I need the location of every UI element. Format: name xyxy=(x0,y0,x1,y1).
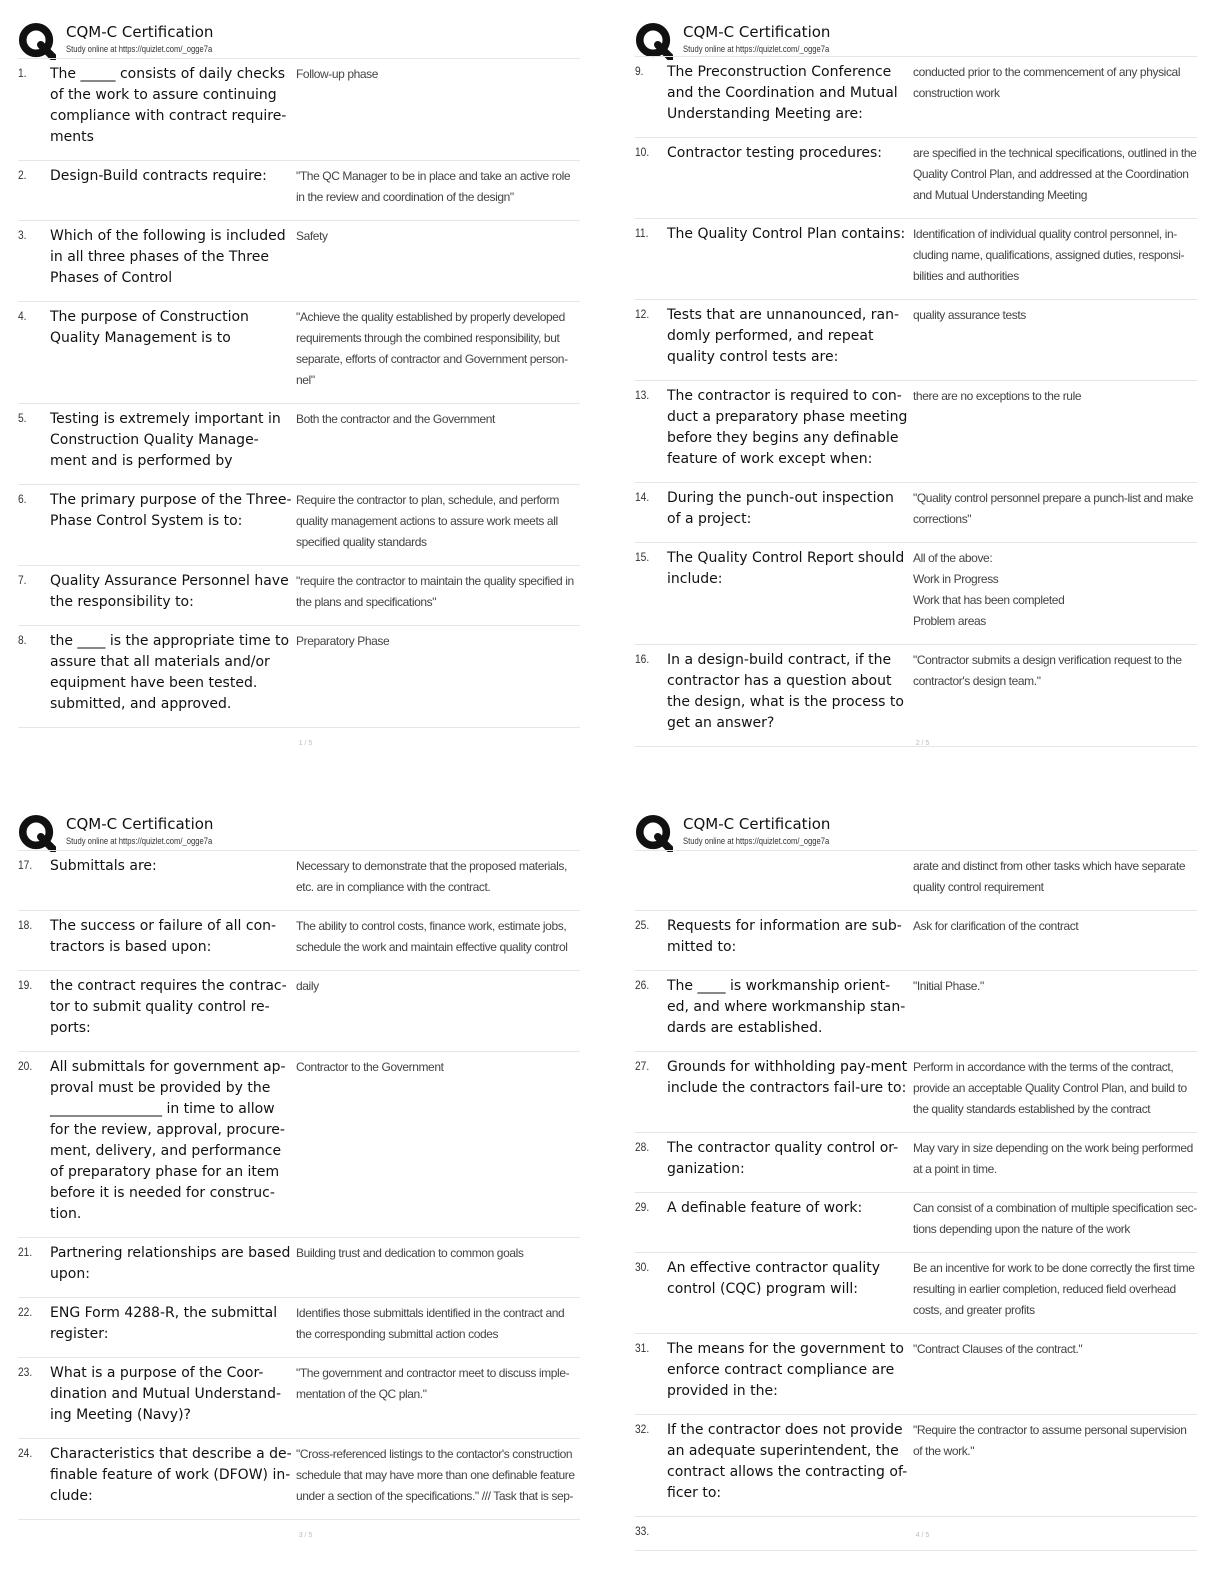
question-number: 1. xyxy=(18,66,27,80)
question-row xyxy=(18,626,580,728)
question-text: The purpose of Construction Quality Management is to xyxy=(50,309,249,346)
answer-text xyxy=(911,650,1197,734)
question-list xyxy=(635,850,1197,1551)
question-number: 17. xyxy=(18,858,33,872)
answer-text xyxy=(294,64,580,148)
header-title: CQM-C Certification xyxy=(66,23,214,41)
question-row xyxy=(18,1298,580,1358)
question-list xyxy=(18,850,580,1520)
answer-line: Identification of individual quality control personnel, in-cluding name, qualifications, assigned duties, responsi-bilities and authorities xyxy=(913,227,1185,283)
question-text: Quality Assurance Personnel have the responsibility to: xyxy=(50,573,289,610)
answer-text xyxy=(911,856,1197,898)
question-number: 25. xyxy=(635,918,650,932)
question-row xyxy=(635,543,1197,645)
header-subtitle: Study online at https://quizlet.com/_ogge7a xyxy=(66,44,213,54)
answer-line: Contractor to the Government xyxy=(296,1060,444,1074)
question-number: 13. xyxy=(635,388,650,402)
answer-line: Preparatory Phase xyxy=(296,634,390,648)
answer-text xyxy=(911,305,1197,368)
answer-text xyxy=(911,386,1197,470)
question-row xyxy=(635,645,1197,747)
answer-text xyxy=(911,1198,1197,1240)
answer-text xyxy=(911,224,1197,287)
question-text: Testing is extremely important in Construction Quality Manage-ment and is performed by xyxy=(50,411,281,469)
question-row xyxy=(635,381,1197,483)
question-text: The primary purpose of the Three-Phase Control System is to: xyxy=(50,492,292,529)
question-number: 22. xyxy=(18,1305,33,1319)
answer-line: "Achieve the quality established by properly developed requirements through the combined responsibility, but separate, efforts of contractor and Government person-nel" xyxy=(296,310,568,387)
answer-line: Perform in accordance with the terms of the contract, provide an acceptable Quality Control Plan, and build to the quality standards established by the contract xyxy=(913,1060,1187,1116)
answer-line: "Cross-referenced listings to the contactor's construction schedule that may have more than one definable feature under a section of the specifications." /// Task that is sep- xyxy=(296,1447,575,1503)
question-number: 14. xyxy=(635,490,650,504)
question-row xyxy=(18,1358,580,1439)
page-3 xyxy=(18,792,593,1562)
question-number: 15. xyxy=(635,550,650,564)
question-number: 23. xyxy=(18,1365,33,1379)
question-number: 24. xyxy=(18,1446,33,1460)
page-number: 4 / 5 xyxy=(915,1532,930,1539)
answer-text xyxy=(911,1138,1197,1180)
answer-text xyxy=(294,166,580,208)
answer-line: May vary in size depending on the work being performed at a point in time. xyxy=(913,1141,1193,1176)
answer-text xyxy=(294,856,580,898)
page-number: 1 / 5 xyxy=(298,740,313,747)
answer-line: Problem areas xyxy=(913,614,986,628)
question-text: The ____ is workmanship orient-ed, and where workmanship stan-dards are established. xyxy=(667,978,906,1036)
question-row xyxy=(635,1334,1197,1415)
answer-text xyxy=(294,976,580,1039)
answer-line: Necessary to demonstrate that the proposed materials, etc. are in compliance with the contract. xyxy=(296,859,567,894)
question-row xyxy=(18,566,580,626)
question-number: 7. xyxy=(18,573,27,587)
answer-text xyxy=(294,409,580,472)
page-4 xyxy=(635,792,1210,1562)
question-row xyxy=(18,485,580,566)
answer-text xyxy=(911,1339,1197,1402)
question-row xyxy=(18,221,580,302)
question-row xyxy=(635,138,1197,219)
question-text: Contractor testing procedures: xyxy=(667,145,883,161)
question-row xyxy=(18,1052,580,1238)
answer-line: daily xyxy=(296,979,319,993)
question-text: the contract requires the contrac-tor to submit quality control re-ports: xyxy=(50,978,287,1036)
page-number: 3 / 5 xyxy=(298,1532,313,1539)
answer-text xyxy=(911,62,1197,125)
answer-line: Both the contractor and the Government xyxy=(296,412,495,426)
answer-text xyxy=(294,1243,580,1285)
question-text: The success or failure of all con-tractors is based upon: xyxy=(50,918,277,955)
question-row xyxy=(18,1238,580,1298)
question-row xyxy=(635,1133,1197,1193)
question-row xyxy=(18,58,580,161)
question-number: 28. xyxy=(635,1140,650,1154)
answer-text xyxy=(294,1057,580,1225)
page-header xyxy=(18,810,593,850)
question-row xyxy=(635,483,1197,543)
question-number: 8. xyxy=(18,633,27,647)
page-1 xyxy=(18,0,593,770)
answer-line: Require the contractor to plan, schedule, and perform quality management actions to assure work meets all specified quality standards xyxy=(296,493,559,549)
question-row xyxy=(635,300,1197,381)
page-header xyxy=(635,810,1210,850)
answer-line: "The QC Manager to be in place and take an active role in the review and coordination of the design" xyxy=(296,169,571,204)
answer-text xyxy=(294,916,580,958)
question-text: An effective contractor quality control (CQC) program will: xyxy=(667,1260,881,1297)
answer-text xyxy=(911,1420,1197,1504)
question-text: The contractor quality control or-ganization: xyxy=(667,1140,899,1177)
question-number: 19. xyxy=(18,978,33,992)
question-text: The Preconstruction Conference and the Coordination and Mutual Understanding Meeting are: xyxy=(667,64,898,122)
question-row xyxy=(635,971,1197,1052)
answer-text xyxy=(911,548,1197,632)
question-row xyxy=(18,1439,580,1520)
question-text: In a design-build contract, if the contractor has a question about the design, what is the process to get an answer? xyxy=(667,652,904,731)
header-title: CQM-C Certification xyxy=(683,815,831,833)
question-number: 21. xyxy=(18,1245,33,1259)
question-number: 26. xyxy=(635,978,650,992)
question-text: Requests for information are sub-mitted to: xyxy=(667,918,902,955)
answer-line: "Quality control personnel prepare a punch-list and make corrections" xyxy=(913,491,1194,526)
quizlet-logo-icon xyxy=(635,22,673,60)
question-text: What is a purpose of the Coor-dination and Mutual Understand-ing Meeting (Navy)? xyxy=(50,1365,282,1423)
answer-text xyxy=(294,1363,580,1426)
question-number: 18. xyxy=(18,918,33,932)
answer-line: "Require the contractor to assume personal supervision of the work." xyxy=(913,1423,1187,1458)
question-text: The contractor is required to con-duct a preparatory phase meeting before they begins any definable feature of work except when: xyxy=(667,388,908,467)
answer-line: Can consist of a combination of multiple specification sec-tions depending upon the nature of the work xyxy=(913,1201,1197,1236)
answer-line: Be an incentive for work to be done correctly the first time resulting in earlier completion, reduced field overhead costs, and greater profits xyxy=(913,1261,1195,1317)
question-text: If the contractor does not provide an adequate superintendent, the contract allows the contracting of-ficer to: xyxy=(667,1422,908,1501)
page-header xyxy=(18,18,593,58)
question-row xyxy=(635,911,1197,971)
answer-line: "Initial Phase." xyxy=(913,979,984,993)
answer-text xyxy=(294,307,580,391)
quizlet-logo-icon xyxy=(18,814,56,852)
answer-line: "require the contractor to maintain the quality specified in the plans and specifications" xyxy=(296,574,574,609)
question-number: 33. xyxy=(635,1524,650,1538)
answer-text xyxy=(911,143,1197,206)
answer-line: Identifies those submittals identified in the contract and the corresponding submittal action codes xyxy=(296,1306,565,1341)
answer-line: Ask for clarification of the contract xyxy=(913,919,1079,933)
question-text: All submittals for government ap-proval must be provided by the ________________ in time to allow for the review, approval, procure-ment, delivery, and performance of preparatory phase for an item before it is needed for construc-tion. xyxy=(50,1059,286,1222)
question-text: A definable feature of work: xyxy=(667,1200,863,1216)
answer-text xyxy=(294,1303,580,1345)
answer-line: Building trust and dedication to common goals xyxy=(296,1246,524,1260)
question-number: 27. xyxy=(635,1059,650,1073)
question-number: 9. xyxy=(635,64,644,78)
question-row xyxy=(635,1052,1197,1133)
question-number: 2. xyxy=(18,168,27,182)
question-row xyxy=(635,1415,1197,1517)
answer-text xyxy=(911,1057,1197,1120)
answer-line: conducted prior to the commencement of any physical construction work xyxy=(913,65,1181,100)
answer-text xyxy=(294,631,580,715)
question-row xyxy=(18,404,580,485)
question-number: 11. xyxy=(635,226,649,240)
answer-line: Follow-up phase xyxy=(296,67,379,81)
answer-line: "Contract Clauses of the contract." xyxy=(913,1342,1083,1356)
answer-text xyxy=(911,1258,1197,1321)
question-number: 3. xyxy=(18,228,27,242)
question-number: 29. xyxy=(635,1200,650,1214)
header-subtitle: Study online at https://quizlet.com/_ogge7a xyxy=(66,836,213,846)
answer-line: Work that has been completed xyxy=(913,593,1065,607)
question-number: 12. xyxy=(635,307,650,321)
question-number: 32. xyxy=(635,1422,650,1436)
answer-line: All of the above: xyxy=(913,551,993,565)
answer-line: quality assurance tests xyxy=(913,308,1026,322)
question-row xyxy=(635,1253,1197,1334)
answer-line: Work in Progress xyxy=(913,572,999,586)
question-number: 4. xyxy=(18,309,27,323)
answer-line: Safety xyxy=(296,229,328,243)
header-subtitle: Study online at https://quizlet.com/_ogge7a xyxy=(683,836,830,846)
answer-text xyxy=(911,488,1197,530)
question-number: 6. xyxy=(18,492,27,506)
question-text: ENG Form 4288-R, the submittal register: xyxy=(50,1305,278,1342)
question-text: Partnering relationships are based upon: xyxy=(50,1245,291,1282)
answer-line: arate and distinct from other tasks which have separate quality control requirement xyxy=(913,859,1186,894)
question-number: 30. xyxy=(635,1260,650,1274)
question-text: Characteristics that describe a de-finable feature of work (DFOW) in-clude: xyxy=(50,1446,292,1504)
question-row xyxy=(18,971,580,1052)
answer-line: "Contractor submits a design verification request to the contractor's design team." xyxy=(913,653,1182,688)
question-text: Which of the following is included in all three phases of the Three Phases of Control xyxy=(50,228,286,286)
question-text: The _____ consists of daily checks of the work to assure continuing compliance with contract require-ments xyxy=(50,66,287,145)
question-row xyxy=(635,56,1197,138)
question-number: 10. xyxy=(635,145,650,159)
question-row xyxy=(18,911,580,971)
question-row xyxy=(18,302,580,404)
question-row xyxy=(635,850,1197,911)
header-title: CQM-C Certification xyxy=(683,23,831,41)
question-number: 16. xyxy=(635,652,650,666)
answer-line: are specified in the technical specifications, outlined in the Quality Control Plan, and addressed at the Coordination and Mutual Understanding Meeting xyxy=(913,146,1197,202)
question-number: 5. xyxy=(18,411,27,425)
answer-text xyxy=(911,916,1197,958)
question-row xyxy=(18,850,580,911)
question-text xyxy=(667,856,911,898)
question-list xyxy=(18,58,580,728)
question-text: The means for the government to enforce contract compliance are provided in the: xyxy=(667,1341,904,1399)
question-row xyxy=(635,219,1197,300)
quizlet-logo-icon xyxy=(635,814,673,852)
page-2 xyxy=(635,0,1210,770)
answer-text xyxy=(294,571,580,613)
answer-text xyxy=(911,976,1197,1039)
answer-text xyxy=(294,226,580,289)
question-text: Tests that are unnanounced, ran-domly performed, and repeat quality control tests are: xyxy=(667,307,900,365)
question-text: The Quality Control Plan contains: xyxy=(667,226,906,242)
quizlet-logo-icon xyxy=(18,22,56,60)
question-list xyxy=(635,56,1197,747)
answer-text xyxy=(294,490,580,553)
question-text: Design-Build contracts require: xyxy=(50,168,267,184)
answer-line: The ability to control costs, finance work, estimate jobs, schedule the work and maintain effective quality control xyxy=(296,919,568,954)
question-row xyxy=(18,161,580,221)
question-number: 20. xyxy=(18,1059,33,1073)
question-number: 31. xyxy=(635,1341,650,1355)
question-text: The Quality Control Report should include: xyxy=(667,550,905,587)
answer-text xyxy=(294,1444,580,1507)
header-subtitle: Study online at https://quizlet.com/_ogge7a xyxy=(683,44,830,54)
answer-line: there are no exceptions to the rule xyxy=(913,389,1082,403)
question-row xyxy=(635,1193,1197,1253)
question-text: the ____ is the appropriate time to assure that all materials and/or equipment have been tested. submitted, and approved. xyxy=(50,633,290,712)
question-text: Submittals are: xyxy=(50,858,157,874)
header-title: CQM-C Certification xyxy=(66,815,214,833)
answer-line: "The government and contractor meet to discuss imple-mentation of the QC plan." xyxy=(296,1366,570,1401)
page-header xyxy=(635,18,1210,58)
page-number: 2 / 5 xyxy=(915,740,930,747)
question-text: Grounds for withholding pay-ment include the contractors fail-ure to: xyxy=(667,1059,908,1096)
question-text: During the punch-out inspection of a project: xyxy=(667,490,894,527)
